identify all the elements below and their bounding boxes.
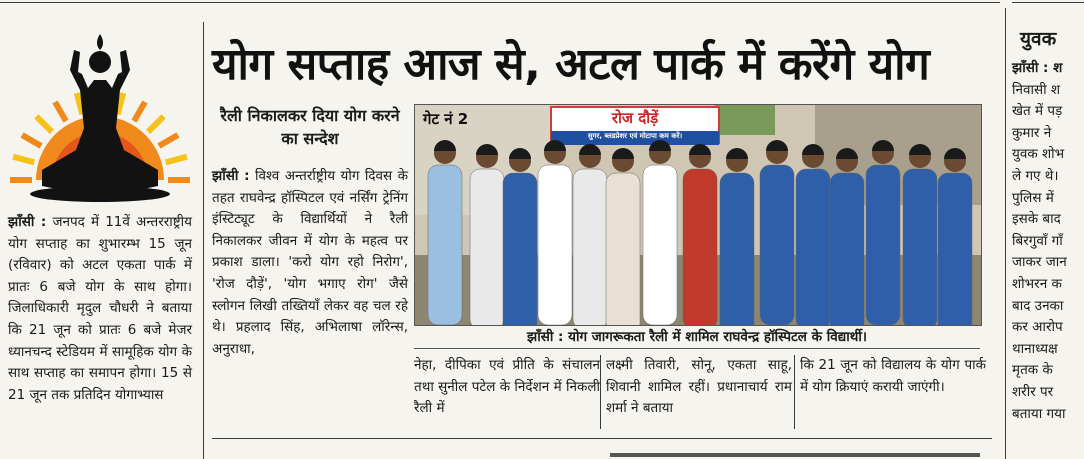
story-column-2: नेहा, दीपिका एवं प्रीति के संचालन तथा सुनील पटेल के निर्देशन में निकली रैली में — [414, 357, 600, 417]
column-divider-bottom-1 — [600, 355, 601, 429]
right-article-line: थानाध्यक्ष — [1012, 340, 1058, 357]
right-headline: युवक — [1020, 28, 1057, 50]
right-article-line: निवासी श — [1012, 81, 1061, 98]
right-article-line: जाकर जान — [1012, 254, 1067, 271]
right-article-line: कर आरोप — [1012, 319, 1063, 336]
story-column-4: कि 21 जून को विद्यालय के योग पार्क में योग क्रियाएं करायी जाएंगी। — [800, 357, 986, 395]
right-article-line: झाँसी : श — [1012, 60, 1063, 76]
right-article-line: मृतक के — [1012, 362, 1053, 379]
right-article-line: शरीर पर — [1012, 383, 1054, 400]
top-rule — [0, 2, 1000, 3]
bottom-rule — [212, 438, 992, 439]
column-divider-bottom-2 — [794, 355, 795, 429]
story-column-1 — [212, 166, 408, 360]
right-article-line: शोभरन क — [1012, 275, 1062, 292]
column-divider-left — [203, 22, 204, 459]
right-article-line: ले गए थे। — [1012, 167, 1059, 184]
story-subheading: रैली निकालकर दिया योग करने का सन्देश — [220, 106, 400, 148]
yoga-logo-icon — [8, 30, 193, 206]
right-article-text — [1012, 58, 1084, 425]
top-rule-right — [1012, 2, 1084, 3]
right-article-line: बाद उनका — [1012, 297, 1064, 314]
column-divider-right — [1005, 8, 1006, 459]
gate-sign: गेट नं 2 — [423, 110, 469, 128]
right-article-line: युवक शोभ — [1012, 146, 1065, 163]
banner-title: रोज दौड़ें — [611, 109, 659, 127]
story-dateline: झाँसी : — [212, 168, 250, 184]
left-article-body: जनपद में 11वें अन्तरराष्ट्रीय योग सप्ताह का शुभारम्भ 15 जून (रविवार) को अटल एकता पार्क में प्रातः 6 बजे योग के साथ होगा। जिलाधिकारी मृदुल चौधरी ने बताया कि 21 जून को प्रातः 6 बजे मेजर ध्यानचन्द स्टेडियम में सामूहिक योग के साथ सप्ताह का समापन होगा। 15 से 21 जून तक प्रतिदिन योगाभ्यास — [8, 214, 192, 403]
right-article-line: बिरगुवाँ गाँ — [1012, 232, 1063, 249]
story-column-3: लक्ष्मी तिवारी, सोनू, एकता साहू, शिवानी शामिल रहीं। प्रधानाचार्य राम शर्मा ने बताया — [606, 357, 792, 417]
right-article-line: इसके बाद — [1012, 211, 1061, 228]
right-article-line: पुलिस में — [1012, 189, 1054, 206]
right-article-line: कुमार ने — [1012, 124, 1052, 141]
left-article-text — [8, 212, 192, 406]
photo-caption: झाँसी : योग जागरूकता रैली में शामिल राघवेन्द्र हॉस्पिटल के विद्यार्थी। — [414, 326, 980, 349]
banner-subtitle: सुगर, ब्लडप्रेशर एवं मोटापा कम करें। — [587, 132, 683, 140]
main-headline: योग सप्ताह आज से, अटल पार्क में करेंगे योग — [212, 39, 930, 90]
right-article-line: खेत में पड़ — [1012, 103, 1063, 120]
left-dateline: झाँसी : — [8, 214, 47, 230]
rally-photo — [414, 104, 982, 326]
next-photo-edge — [610, 453, 980, 457]
story-column-1-body: विश्व अन्तर्राष्ट्रीय योग दिवस के तहत राघवेन्द्र हॉस्पिटल एवं नर्सिंग ट्रेनिंग इंस्टिट्यूट के विद्यार्थियों ने रैली निकालकर जीवन में योग के महत्व पर प्रकाश डाला। 'करो योग रहो निरोग', 'रोज दौड़ें', 'योग भगाए रोग' जैसे स्लोगन लिखी तख्तियाँ लेकर वह चल रहे थे। प्रहलाद सिंह, अभिलाषा लॉरेन्स, अनुराधा, — [212, 168, 408, 357]
right-article-line: बताया गया — [1012, 405, 1066, 422]
